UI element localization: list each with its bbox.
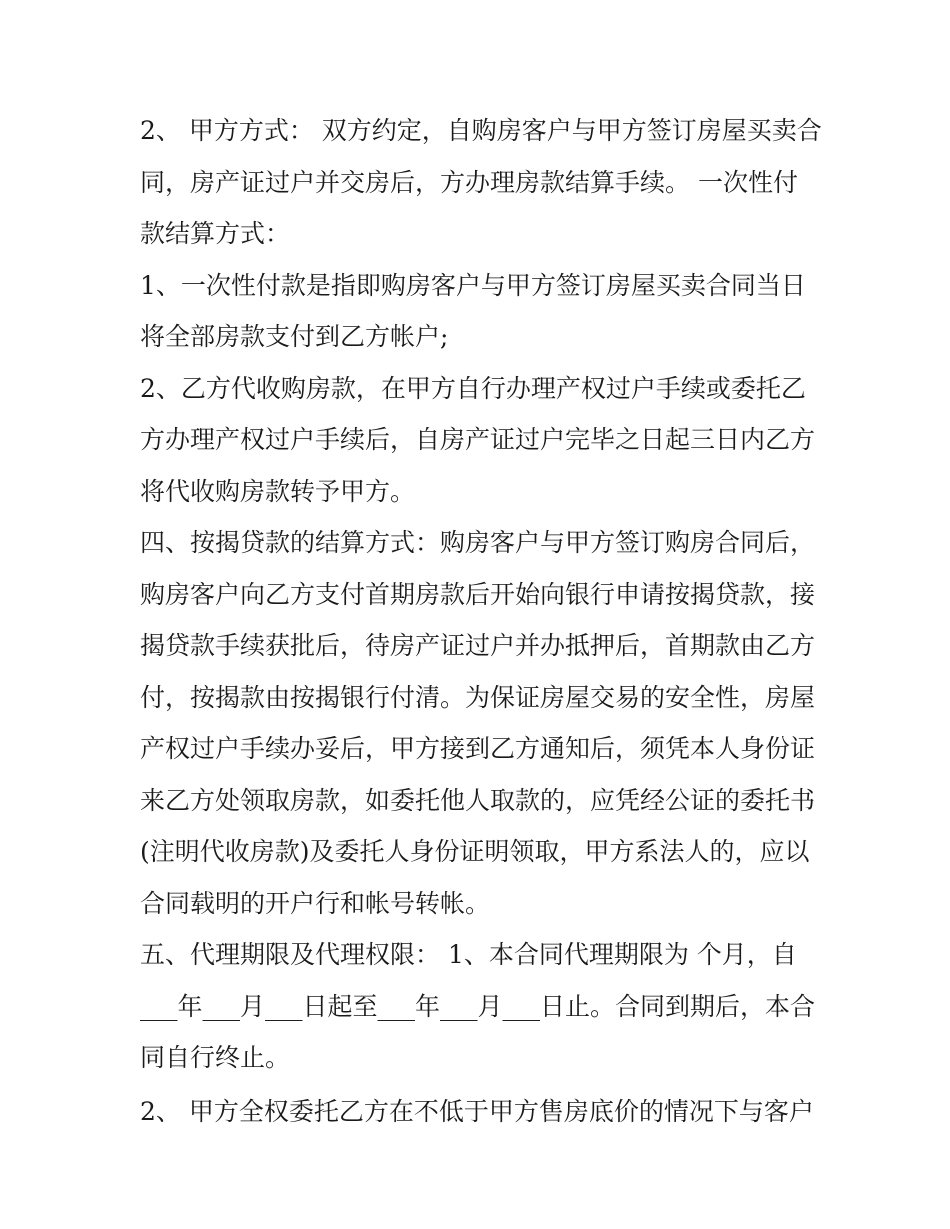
text-line: (注明代收房款)及委托人身份证明领取，甲方系法人的，应以 — [140, 837, 810, 866]
text-line: 2、乙方代收购房款，在甲方自行办理产权过户手续或委托乙 — [140, 373, 806, 403]
text-line: 方办理产权过户手续后，自房产证过户完毕之日起三日内乙方 — [140, 425, 816, 454]
text-line: 购房客户向乙方支付首期房款后开始向银行申请按揭贷款，接 — [140, 579, 816, 609]
contract-text-body — [140, 111, 820, 1144]
text-line: 2、 甲方方式： 双方约定，自购房客户与甲方签订房屋买卖合 — [140, 116, 822, 145]
text-line: 揭贷款手续获批后，待房产证过户并办抵押后，首期款由乙方 — [140, 631, 816, 660]
text-line: 产权过户手续办妥后，甲方接到乙方通知后，须凭本人身份证 — [140, 734, 816, 763]
text-line: 来乙方处领取房款，如委托他人取款的，应凭经公证的委托书 — [140, 785, 816, 815]
text-line: ___年___月___日起至___年___月___日止。合同到期后，本合 — [140, 991, 816, 1021]
text-line: 四、按揭贷款的结算方式：购房客户与甲方签订购房合同后， — [140, 528, 816, 557]
text-line: 合同载明的开户行和帐号转帐。 — [140, 888, 491, 918]
text-line: 将全部房款支付到乙方帐户; — [140, 322, 449, 351]
text-line: 付，按揭款由按揭银行付清。为保证房屋交易的安全性，房屋 — [140, 682, 816, 712]
text-line: 2、 甲方全权委托乙方在不低于甲方售房底价的情况下与客户 — [140, 1097, 814, 1126]
text-line: 款结算方式： — [140, 219, 291, 248]
text-line: 同，房产证过户并交房后，方办理房款结算手续。 一次性付 — [140, 167, 798, 197]
text-line: 五、代理期限及代理权限： 1、本合同代理期限为 个月，自 — [140, 940, 797, 969]
text-line: 将代收购房款转予甲方。 — [140, 476, 416, 506]
text-line: 1、一次性付款是指即购房客户与甲方签订房屋买卖合同当日 — [140, 270, 806, 300]
text-line: 同自行终止。 — [140, 1043, 291, 1072]
